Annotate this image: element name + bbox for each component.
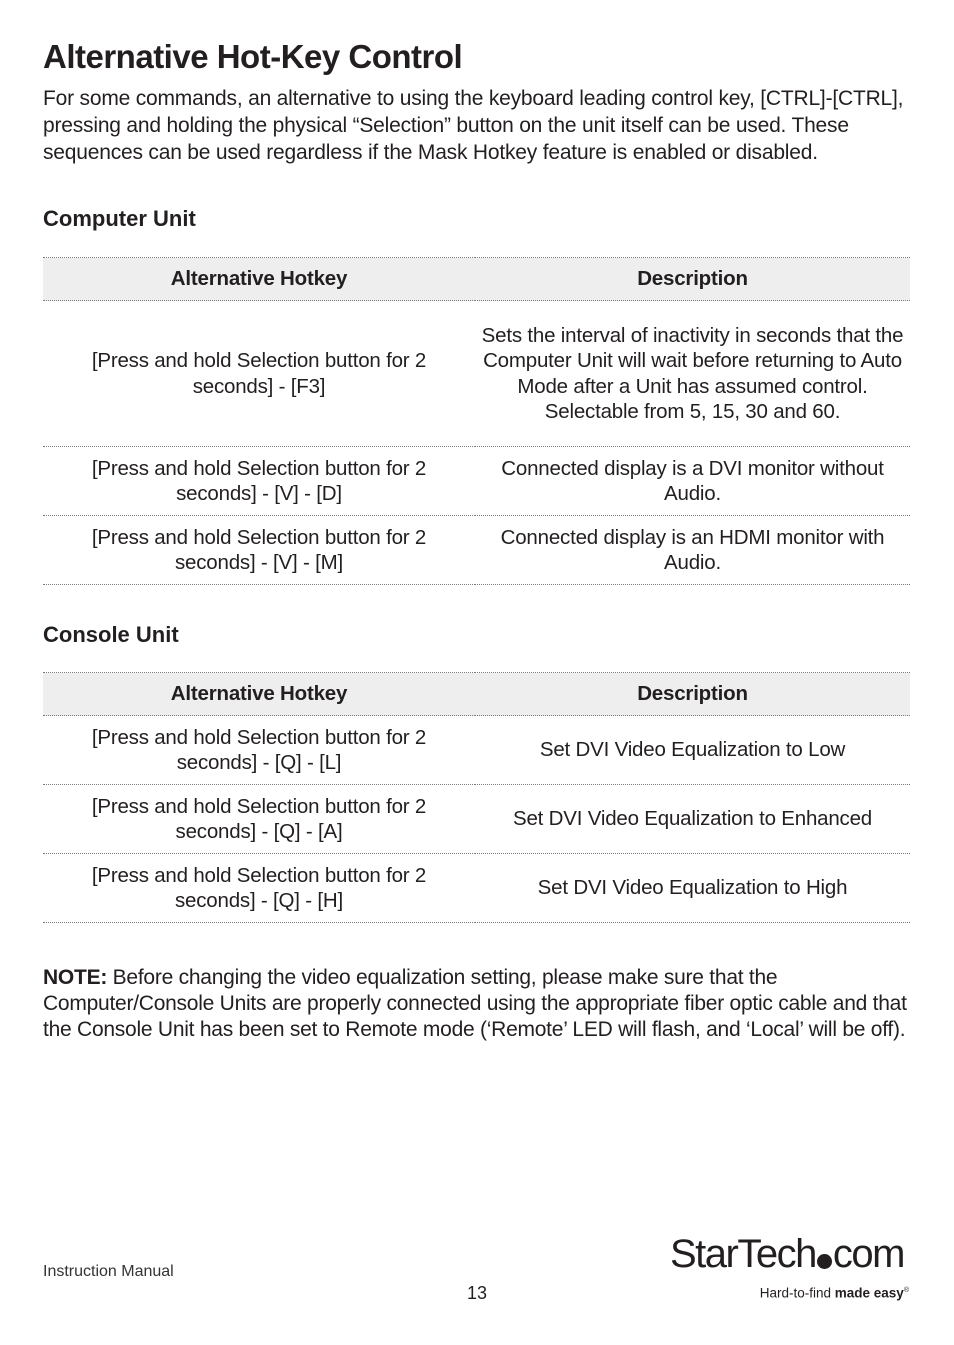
intro-paragraph: For some commands, an alternative to using the keyboard leading control key, [CTRL]-[CTRL], pressing and holding the physical “Selection” button on the unit itself can be used. These sequences can be used regardless if the Mask Hotkey feature is enabled or disabled. [43,87,904,164]
computer-unit-heading: Computer Unit [43,206,196,231]
tagline-bold: made easy [834,1285,904,1301]
table-row [43,301,910,447]
hotkey-cell: [Press and hold Selection button for 2 seconds] - [Q] - [H] [43,854,475,923]
column-header-description: Description [475,258,910,301]
logo-name-left: StarTech [670,1232,816,1276]
logo-wordmark [670,1232,904,1276]
table-row [43,516,910,585]
page-number: 13 [466,1283,488,1303]
table-header-row [43,258,910,301]
column-header-description: Description [475,673,910,716]
table-row [43,447,910,516]
hotkey-cell: [Press and hold Selection button for 2 seconds] - [F3] [43,301,475,447]
tagline-regular: Hard-to-find [759,1285,835,1301]
description-cell: Connected display is an HDMI monitor with Audio. [475,516,910,585]
hotkey-cell: [Press and hold Selection button for 2 seconds] - [V] - [D] [43,447,475,516]
registered-mark: ® [903,1287,909,1294]
table-row [43,785,910,854]
table-row [43,716,910,785]
hotkey-cell: [Press and hold Selection button for 2 seconds] - [Q] - [L] [43,716,475,785]
logo-dot-icon [817,1254,832,1269]
column-header-hotkey: Alternative Hotkey [43,673,475,716]
table-header-row [43,673,910,716]
logo-tagline [760,1282,909,1303]
footer-document-label: Instruction Manual [43,1263,174,1280]
description-cell: Set DVI Video Equalization to Enhanced [475,785,910,854]
hotkey-cell: [Press and hold Selection button for 2 seconds] - [V] - [M] [43,516,475,585]
page-title: Alternative Hot-Key Control [43,38,463,75]
startech-logo [670,1232,915,1302]
note-label: NOTE: [43,966,108,989]
hotkey-cell: [Press and hold Selection button for 2 seconds] - [Q] - [A] [43,785,475,854]
computer-unit-table [43,257,910,585]
table-row [43,854,910,923]
logo-name-right: com [832,1232,904,1276]
note-text: Before changing the video equalization setting, please make sure that the Computer/Console Units are properly connected using the appropriate fiber optic cable and that the Console Unit has been set to Remote mode (‘Remote’ LED will flash, and ‘Local’ will be off). [43,966,907,1041]
console-unit-table [43,672,910,923]
description-cell: Set DVI Video Equalization to High [475,854,910,923]
description-cell: Connected display is a DVI monitor without Audio. [475,447,910,516]
column-header-hotkey: Alternative Hotkey [43,258,475,301]
description-cell: Set DVI Video Equalization to Low [475,716,910,785]
description-cell: Sets the interval of inactivity in seconds that the Computer Unit will wait before returning to Auto Mode after a Unit has assumed control. Selectable from 5, 15, 30 and 60. [475,301,910,447]
note-paragraph [43,965,915,1043]
console-unit-heading: Console Unit [43,622,179,647]
